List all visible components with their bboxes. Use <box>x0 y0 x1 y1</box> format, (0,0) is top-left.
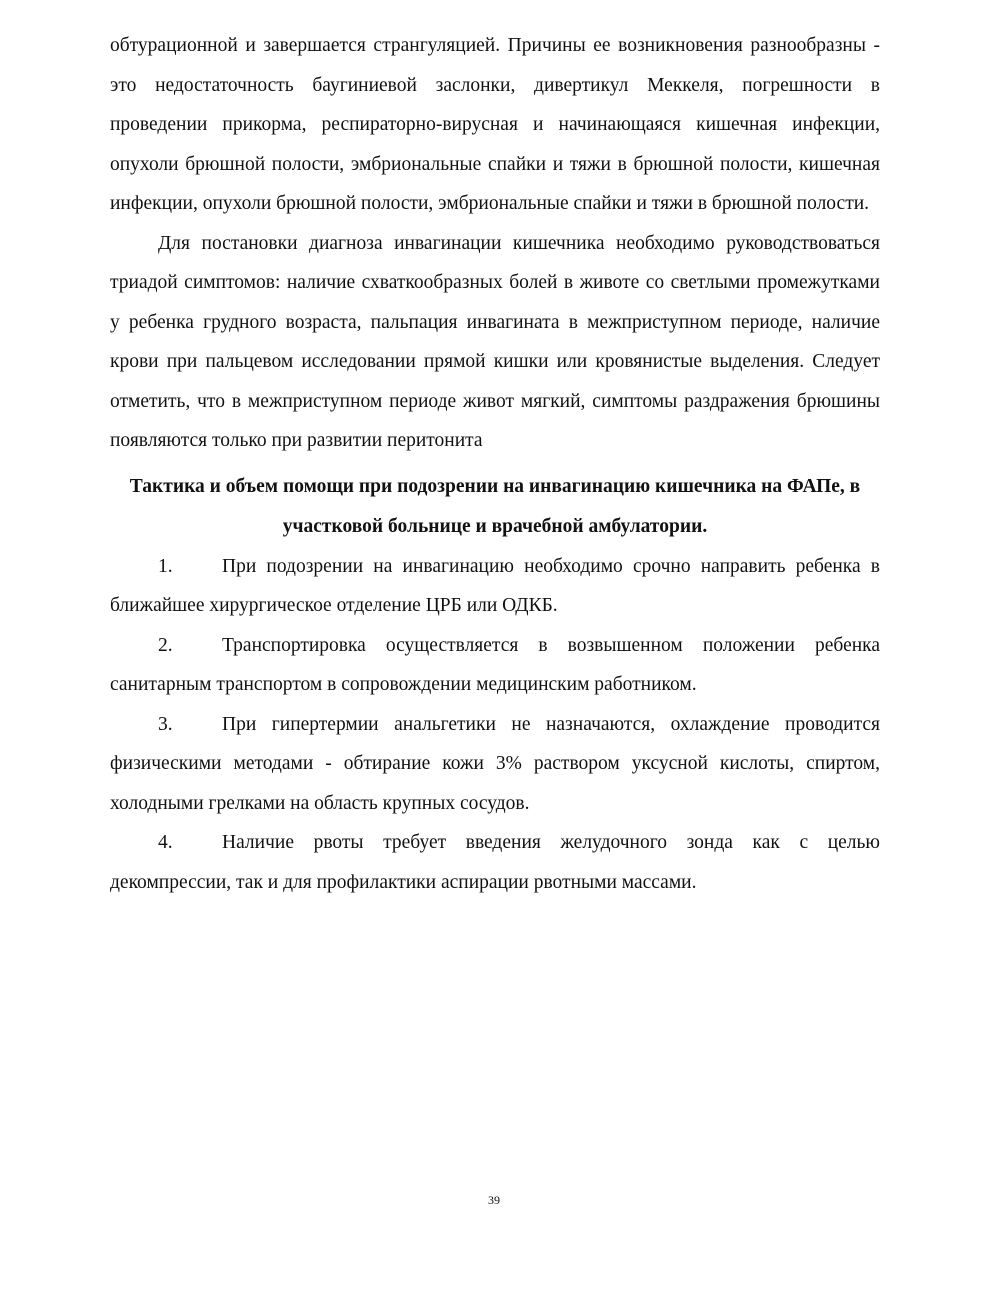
list-item-number: 3. <box>158 713 173 735</box>
list-item <box>110 626 880 705</box>
list-item-number: 4. <box>158 832 173 853</box>
list-item-text: Транспортировка осуществляется в возвышенном положении ребенка санитарным транспортом в сопровождении медицинским работником. <box>110 634 880 695</box>
section-heading: Тактика и объем помощи при подозрении на инвагинацию кишечника на ФАПе, в участковой больнице и врачебной амбулатории. <box>129 475 861 537</box>
list-item-text: Наличие рвоты требует введения желудочного зонда как с целью декомпрессии, так и для профилактики аспирации рвотными массами. <box>110 832 880 893</box>
list-item-number: 2. <box>158 634 173 656</box>
paragraph-diagnosis: Для постановки диагноза инвагинации кишечника необходимо руководствоваться триадой симптомов: наличие схваткообразных болей в животе со светлыми промежутками у ребенка грудного возраста, пальпация инвагината в межприступном периоде, наличие крови при пальцевом исследовании прямой кишки или кровянистые выделения. Следует отметить, что в межприступном периоде живот мягкий, симптомы раздражения брюшины появляются только при развитии перитонита <box>110 232 880 451</box>
paragraph-causes: обтурационной и завершается странгуляцией. Причины ее возникновения разнообразны - это недостаточность баугиниевой заслонки, дивертикул Меккеля, погрешности в проведении прикорма, респираторно-вирусная и начинающаяся кишечная инфекции, опухоли брюшной полости, эмбриональные спайки и тяжи в брюшной полости, кишечная инфекции, опухоли брюшной полости, эмбриональные спайки и тяжи в брюшной полости. <box>110 35 880 214</box>
list-item-number: 1. <box>158 555 173 577</box>
list-item <box>110 823 880 902</box>
list-item-text: При подозрении на инвагинацию необходимо срочно направить ребенка в ближайшее хирургическое отделение ЦРБ или ОДКБ. <box>110 555 880 616</box>
list-item <box>110 547 880 626</box>
page-number: 39 <box>488 1193 500 1207</box>
list-item-text: При гипертермии анальгетики не назначаются, охлаждение проводится физическими методами - обтирание кожи 3% раствором уксусной кислоты, спиртом, холодными грелками на область крупных сосудов. <box>110 713 880 814</box>
document-page <box>110 26 880 902</box>
list-item <box>110 705 880 824</box>
